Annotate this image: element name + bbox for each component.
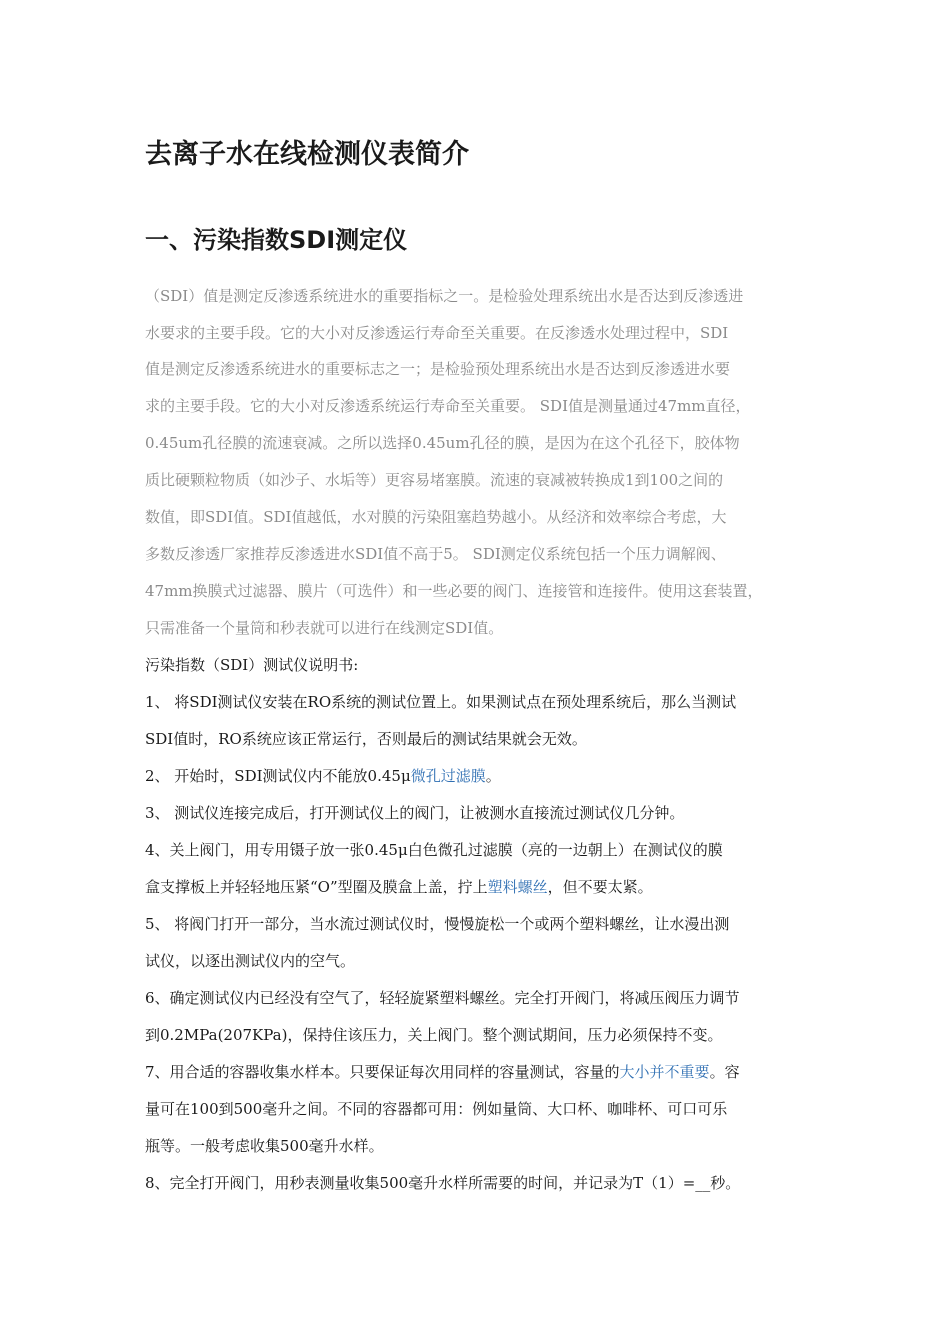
step-4-line-2 (145, 877, 653, 897)
step-4-text: 盒支撑板上并轻轻地压紧“O”型圈及膜盒上盖，拧上 (145, 878, 488, 896)
intro-line: 多数反渗透厂家推荐反渗透进水SDI值不高于5。 SDI测定仪系统包括一个压力调解阀、 (145, 545, 726, 563)
step-7-line-1 (145, 1062, 740, 1082)
intro-line: 47mm换膜式过滤器、膜片（可选件）和一些必要的阀门、连接管和连接件。使用这套装置， (145, 582, 763, 600)
intro-line: 质比硬颗粒物质（如沙子、水垢等）更容易堵塞膜。流速的衰减被转换成1到100之间的 (145, 471, 724, 489)
step-5-line-1: 5、 将阀门打开一部分，当水流过测试仪时，慢慢旋松一个或两个塑料螺丝，让水漫出测 (145, 915, 730, 933)
step-7-text: 7、用合适的容器收集水样本。只要保证每次用同样的容量测试，容量的 (145, 1063, 620, 1081)
intro-line: 只需准备一个量筒和秒表就可以进行在线测定SDI值。 (145, 619, 504, 637)
step-2-end: 。 (485, 767, 501, 785)
document-title: 去离子水在线检测仪表简介 (145, 139, 469, 170)
step-2 (145, 766, 501, 786)
step-1-line-1: 1、 将SDI测试仪安装在RO系统的测试位置上。如果测试点在预处理系统后，那么当测试 (145, 693, 737, 711)
intro-line: 数值，即SDI值。SDI值越低，水对膜的污染阻塞趋势越小。从经济和效率综合考虑，大 (145, 508, 727, 526)
size-not-important-link[interactable]: 大小并不重要 (619, 1063, 710, 1081)
step-8: 8、完全打开阀门，用秒表测量收集500毫升水样所需要的时间，并记录为T（1）=__秒。 (145, 1174, 741, 1192)
intro-line: 值是测定反渗透系统进水的重要标志之一；是检验预处理系统出水是否达到反渗透进水要 (145, 360, 731, 378)
section-heading-sdi: 一、污染指数SDI测定仪 (145, 226, 408, 254)
step-2-text: 2、 开始时，SDI测试仪内不能放0.45μ (145, 767, 411, 785)
manual-title: 污染指数（SDI）测试仪说明书: (145, 656, 359, 674)
step-7-end: 。容 (709, 1063, 740, 1081)
step-3: 3、 测试仪连接完成后，打开测试仪上的阀门，让被测水直接流过测试仪几分钟。 (145, 804, 685, 822)
step-1-line-2: SDI值时，RO系统应该正常运行，否则最后的测试结果就会无效。 (145, 730, 587, 748)
step-6-line-2: 到0.2MPa(207KPa)，保持住该压力，关上阀门。整个测试期间，压力必须保持不变。 (145, 1026, 723, 1044)
intro-line: （SDI）值是测定反渗透系统进水的重要指标之一。是检验处理系统出水是否达到反渗透进 (145, 287, 744, 305)
step-4-end: ，但不要太紧。 (547, 878, 653, 896)
intro-line: 水要求的主要手段。它的大小对反渗透运行寿命至关重要。在反渗透水处理过程中，SDI (145, 324, 729, 342)
step-5-line-2: 试仪，以逐出测试仪内的空气。 (145, 952, 356, 970)
step-7-line-3: 瓶等。一般考虑收集500毫升水样。 (145, 1137, 384, 1155)
step-4-line-1: 4、关上阀门，用专用镊子放一张0.45μ白色微孔过滤膜（亮的一边朝上）在测试仪的膜 (145, 841, 723, 859)
step-7-line-2: 量可在100到500毫升之间。不同的容器都可用：例如量筒、大口杯、咖啡杯、可口可乐 (145, 1100, 728, 1118)
intro-line: 0.45um孔径膜的流速衰减。之所以选择0.45um孔径的膜，是因为在这个孔径下，胶体物 (145, 434, 740, 452)
plastic-screw-link[interactable]: 塑料螺丝 (487, 878, 548, 896)
microporous-membrane-link[interactable]: 微孔过滤膜 (410, 767, 486, 785)
intro-line: 求的主要手段。它的大小对反渗透系统运行寿命至关重要。 SDI值是测量通过47mm直径， (145, 397, 751, 415)
step-6-line-1: 6、确定测试仪内已经没有空气了，轻轻旋紧塑料螺丝。完全打开阀门，将减压阀压力调节 (145, 989, 740, 1007)
